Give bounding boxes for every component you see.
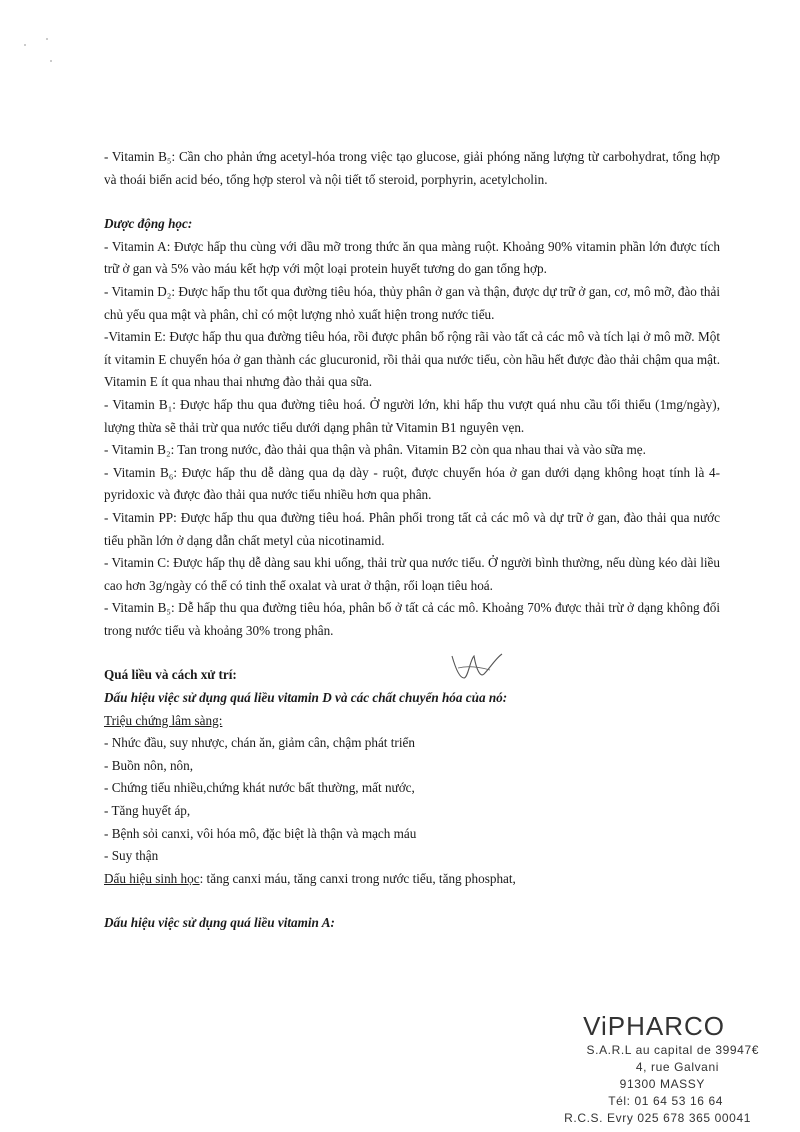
symptom-item: - Bệnh sỏi canxi, vôi hóa mô, đặc biệt là thận và mạch máu [104, 825, 417, 841]
biological-signs [104, 868, 720, 891]
symptom-item: - Suy thận [104, 848, 159, 864]
paragraph-pk-vitamin-e: -Vitamin E: Được hấp thu qua đường tiêu hóa, rồi được phân bố rộng rãi vào tất cả các mô và tích lại ở mô mỡ. Một ít vitamin E chuyển hóa ở gan thành các glucuronid, rồi thải qua nước tiểu, còn hầu hết được đào thải chậm qua mật. Vitamin E ít qua nhau thai nhưng đào thải qua sữa. [104, 329, 720, 390]
scan-speck [50, 60, 52, 62]
subheading-vitamin-d-overdose: Dấu hiệu việc sử dụng quá liều vitamin D và các chất chuyển hóa của nó: [104, 690, 508, 706]
paragraph-pk-vitamin-b5: - Vitamin B₅: Dễ hấp thu qua đường tiêu hóa, phân bố ở tất cả các mô. Khoảng 70% được thải trừ ở dạng không đổi trong nước tiểu và khoảng 30% trong phân. [104, 600, 720, 638]
subheading-vitamin-a-overdose: Dấu hiệu việc sử dụng quá liều vitamin A: [104, 915, 335, 931]
paragraph-pk-vitamin-b6: - Vitamin B₆: Được hấp thu dễ dàng qua dạ dày - ruột, được chuyển hóa ở gan dưới dạng không hoạt tính là 4-pyridoxic và được đào thải qua nước tiểu nhiều hơn qua phân. [104, 464, 720, 503]
biological-signs-label: Dấu hiệu sinh học [104, 870, 200, 886]
stamp-capital: S.A.R.L au capital de 39947€ [586, 1043, 759, 1057]
paragraph-pk-vitamin-b2: - Vitamin B₂: Tan trong nước, đào thải qua thận và phân. Vitamin B2 còn qua nhau thai và vào sữa mẹ. [104, 442, 646, 458]
stamp-street: 4, rue Galvani [635, 1060, 719, 1074]
company-logo: ViPHARCO [583, 1011, 725, 1041]
paragraph-pk-vitamin-a: - Vitamin A: Được hấp thu cùng với dầu mỡ trong thức ăn qua màng ruột. Khoảng 90% vitamin phần lớn được tích trữ ở gan và 5% vào máu kết hợp với một loại protein huyết tương do gan tổng hợp. [104, 238, 720, 277]
stamp-city: 91300 MASSY [619, 1077, 705, 1091]
paragraph-b5-action: - Vitamin B₅: Cần cho phản ứng acetyl-hóa trong việc tạo glucose, giải phóng năng lượng từ carbohydrat, tổng hợp và thoái biến acid béo, tổng hợp sterol và nội tiết tố steroid, porphyrin, acetylcholin. [104, 149, 720, 187]
section-heading-pharmacokinetics: Dược động học: [104, 216, 193, 232]
scan-speck [24, 44, 26, 46]
scan-speck [46, 38, 48, 40]
handwritten-signature-mark [446, 648, 506, 684]
paragraph-pk-vitamin-b1: - Vitamin B₁: Được hấp thu qua đường tiêu hoá. Ở người lớn, khi hấp thu vượt quá nhu cầu tối thiểu (1mg/ngày), lượng thừa sẽ thải trừ qua nước tiểu dưới dạng phân tử Vitamin B1 nguyên vẹn. [104, 396, 720, 435]
stamp-phone: Tél: 01 64 53 16 64 [608, 1094, 723, 1108]
clinical-symptoms-label: Triệu chứng lâm sàng: [104, 712, 223, 728]
stamp-registration: R.C.S. Evry 025 678 365 00041 [564, 1111, 751, 1125]
symptom-item: - Chứng tiểu nhiều,chứng khát nước bất thường, mất nước, [104, 780, 415, 796]
company-stamp [548, 1010, 763, 1127]
section-heading-overdose: Quá liều và cách xử trí: [104, 667, 237, 683]
symptom-item: - Nhức đầu, suy nhược, chán ăn, giảm cân, chậm phát triển [104, 735, 415, 751]
symptom-item: - Tăng huyết áp, [104, 803, 191, 819]
symptom-item: - Buồn nôn, nôn, [104, 757, 194, 773]
document-body [104, 146, 720, 935]
paragraph-pk-vitamin-c: - Vitamin C: Được hấp thụ dễ dàng sau khi uống, thải trừ qua nước tiểu. Ở người bình thường, nếu dùng kéo dài liều cao hơn 3g/ngày có thể có tinh thể oxalat và urat ở thận, rối loạn tiêu hoá. [104, 555, 720, 593]
biological-signs-text: : tăng canxi máu, tăng canxi trong nước tiểu, tăng phosphat, [199, 870, 516, 886]
paragraph-pk-vitamin-d2: - Vitamin D₂: Được hấp thu tốt qua đường tiêu hóa, thủy phân ở gan và thận, được dự trữ ở gan, cơ, mô mỡ, đào thải chủ yếu qua mật và phân, chỉ có một lượng nhỏ xuất hiện trong nước tiểu. [104, 283, 720, 322]
paragraph-pk-vitamin-pp: - Vitamin PP: Được hấp thu qua đường tiêu hoá. Phân phối trong tất cả các mô và dự trữ ở gan, đào thải qua nước tiểu phần lớn ở dạng dẫn chất metyl của nicotinamid. [104, 509, 720, 548]
